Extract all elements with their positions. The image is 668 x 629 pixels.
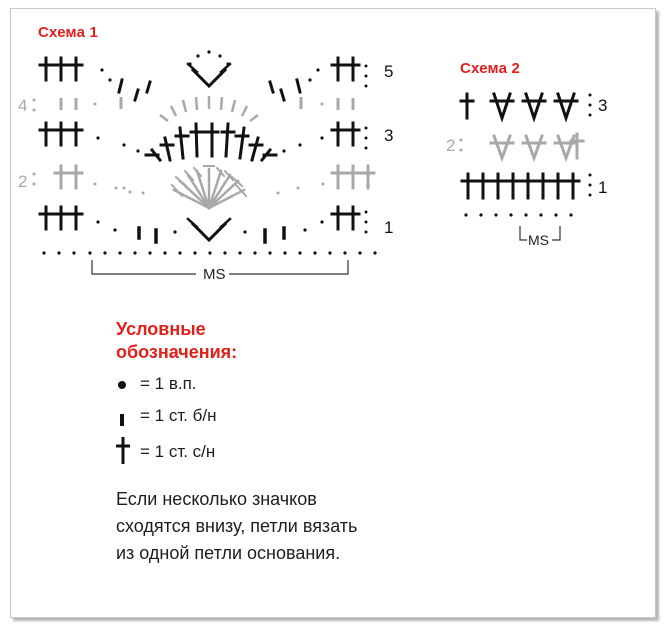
scheme-1-ms-label: MS bbox=[200, 266, 229, 283]
scheme-2-row-3 bbox=[461, 94, 577, 118]
scheme-2-row-1-number: 1 bbox=[598, 178, 608, 197]
scheme-2-row-2 bbox=[491, 134, 583, 158]
scheme-1-title: Схема 1 bbox=[38, 24, 99, 41]
legend-note-line-1: Если несколько значков bbox=[116, 489, 317, 509]
chain-dot-icon bbox=[112, 372, 136, 396]
legend-note-line-2: сходятся внизу, петли вязать bbox=[116, 516, 358, 536]
legend-heading-line-1: Условные bbox=[116, 319, 206, 339]
legend-note-line-3: из одной петли основания. bbox=[116, 543, 341, 563]
scheme-1-base-chain bbox=[42, 251, 376, 254]
legend-note bbox=[116, 486, 436, 567]
legend-item-chain bbox=[112, 372, 197, 396]
double-crochet-cross-icon bbox=[112, 440, 136, 464]
scheme-2-ms-label: MS bbox=[528, 232, 549, 248]
scheme-2-row-3-number: 3 bbox=[598, 96, 608, 115]
scheme-1-row-1 bbox=[40, 207, 359, 242]
scheme-1-row-3 bbox=[40, 123, 359, 160]
legend-item-single-crochet-text: = 1 ст. б/н bbox=[140, 406, 217, 425]
scheme-1-row-5-number: 5 bbox=[384, 62, 394, 81]
single-crochet-bar-icon bbox=[112, 404, 136, 428]
legend-item-double-crochet-text: = 1 ст. с/н bbox=[140, 442, 216, 461]
legend-item-single-crochet bbox=[112, 404, 217, 428]
scheme-1-row-1-number: 1 bbox=[384, 218, 394, 237]
scheme-1-row-2-number: 2 bbox=[18, 172, 28, 191]
scheme-1-chart bbox=[33, 50, 377, 274]
legend-heading-line-2: обозначения: bbox=[116, 342, 238, 362]
scheme-1-row-3-number: 3 bbox=[384, 126, 394, 145]
scheme-1-row-4-number: 4 bbox=[18, 96, 28, 115]
legend-item-chain-text: = 1 в.п. bbox=[140, 374, 197, 393]
scheme-2-row-2-number: 2 bbox=[446, 136, 456, 155]
scheme-2-chart bbox=[460, 94, 592, 241]
scheme-2-title: Схема 2 bbox=[460, 60, 521, 77]
legend-heading bbox=[116, 318, 316, 364]
legend-item-double-crochet bbox=[112, 440, 215, 464]
scheme-1-row-2 bbox=[55, 166, 374, 208]
scheme-2-row-1 bbox=[462, 174, 579, 198]
scheme-1-row-4 bbox=[61, 96, 353, 121]
